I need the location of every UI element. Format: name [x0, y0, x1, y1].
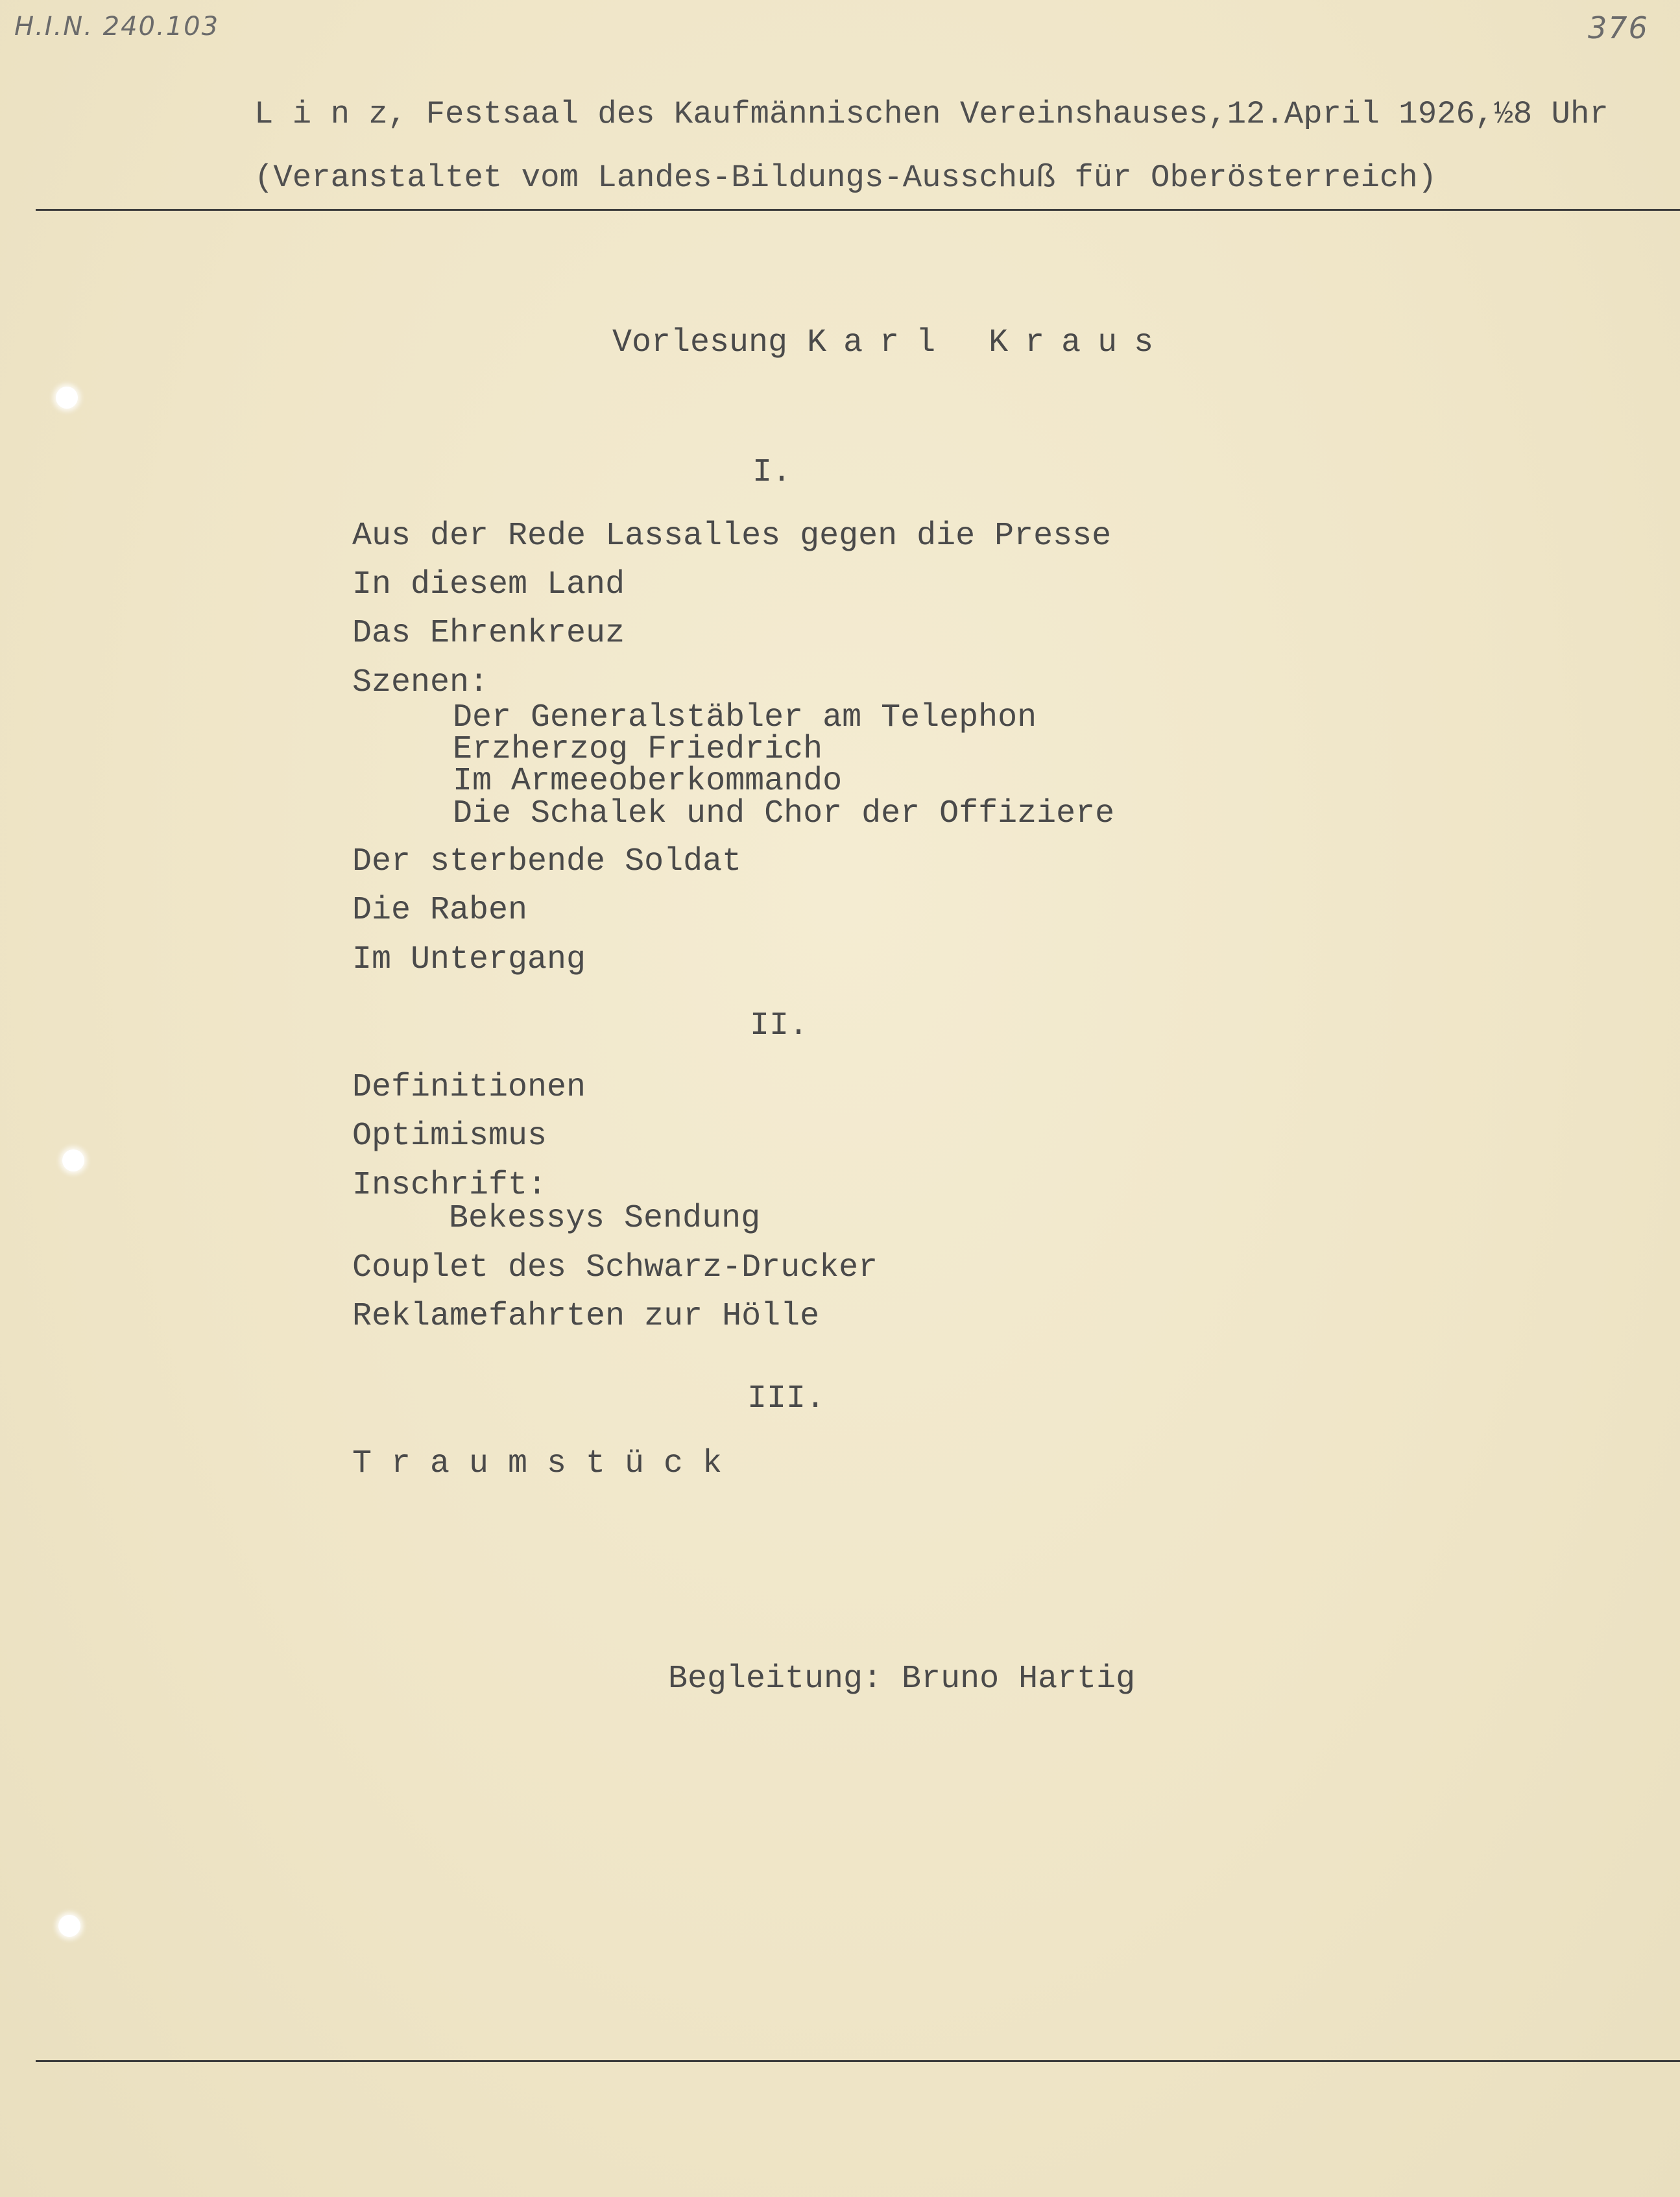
program-item: Inschrift:: [352, 1167, 547, 1204]
accompaniment-line: Begleitung: Bruno Hartig: [668, 1661, 1136, 1698]
program-item: Couplet des Schwarz-Drucker: [352, 1249, 878, 1286]
reading-title: [612, 324, 1170, 361]
program-item: Die Raben: [352, 892, 528, 929]
section-numeral-1: I.: [752, 454, 792, 491]
top-rule: [36, 209, 1680, 211]
punch-hole: [56, 387, 78, 409]
program-item: Das Ehrenkreuz: [352, 615, 625, 652]
program-item: Der sterbende Soldat: [352, 843, 742, 880]
archive-reference: H.I.N. 240.103: [14, 12, 220, 42]
program-item: Im Untergang: [352, 941, 586, 978]
program-item: Reklamefahrten zur Hölle: [352, 1298, 820, 1335]
scene-item: Im Armeeoberkommando: [453, 763, 843, 800]
punch-hole: [58, 1915, 80, 1937]
program-item: Aus der Rede Lassalles gegen die Presse: [352, 518, 1112, 555]
scene-item: Erzherzog Friedrich: [453, 731, 823, 768]
inscription-item: Bekessys Sendung: [449, 1200, 761, 1237]
section-numeral-2: II.: [750, 1007, 809, 1044]
venue-date: , Festsaal des Kaufmännischen Vereinshauses,12.April 1926,½8 Uhr: [387, 96, 1609, 132]
title-prefix: Vorlesung: [612, 324, 808, 361]
scene-item: Die Schalek und Chor der Offiziere: [453, 795, 1115, 832]
organizer-line: (Veranstaltet vom Landes-Bildungs-Ausschuß für Oberösterreich): [254, 160, 1437, 196]
program-item: Traumstück: [352, 1445, 742, 1482]
section-numeral-3: III.: [747, 1380, 826, 1417]
program-item: Optimismus: [352, 1118, 547, 1155]
author-name: Karl Kraus: [807, 324, 1171, 361]
program-item: Definitionen: [352, 1069, 586, 1106]
venue-date-line: [254, 96, 1609, 132]
scene-item: Der Generalstäbler am Telephon: [453, 699, 1037, 736]
bottom-rule: [36, 2060, 1680, 2062]
punch-hole: [62, 1149, 84, 1171]
program-item: In diesem Land: [352, 566, 625, 603]
program-item: Szenen:: [352, 664, 489, 701]
city: L i n z: [254, 96, 388, 132]
folio-number: 376: [1588, 10, 1649, 45]
